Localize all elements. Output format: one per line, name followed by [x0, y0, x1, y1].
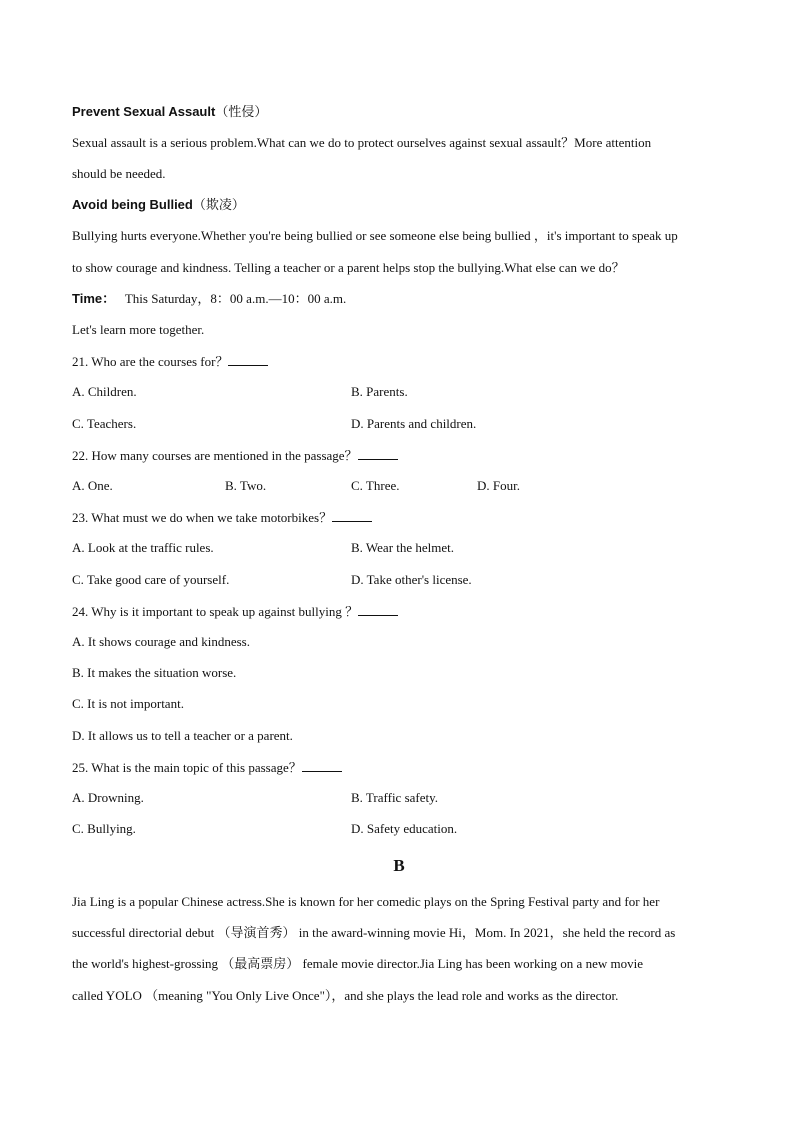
- time-value: This Saturday，8：00 a.m.—10：00 a.m.: [124, 291, 347, 306]
- part-b-line: Jia Ling is a popular Chinese actress.She is known for her comedic plays on the Spring Festival party and for her: [72, 894, 660, 909]
- section-title-cn: （欺凌）: [192, 197, 245, 212]
- option-21-c[interactable]: C. Teachers.: [72, 416, 137, 431]
- part-b-heading: B: [393, 856, 405, 875]
- option-25-a[interactable]: A. Drowning.: [72, 790, 144, 805]
- option-25-b[interactable]: B. Traffic safety.: [351, 790, 439, 805]
- question-21: [72, 353, 268, 370]
- answer-blank[interactable]: [228, 353, 268, 366]
- time-label: Time：: [72, 291, 116, 306]
- option-22-a[interactable]: A. One.: [72, 478, 113, 493]
- question-25: [72, 759, 342, 776]
- option-21-a[interactable]: A. Children.: [72, 384, 137, 399]
- option-24-b[interactable]: B. It makes the situation worse.: [72, 665, 237, 680]
- part-b-line: the world's highest-grossing （最高票房） female movie director.Jia Ling has been working on a new movie: [72, 956, 643, 971]
- option-23-a[interactable]: A. Look at the traffic rules.: [72, 540, 214, 555]
- question-stem: 23. What must we do when we take motorbikes？: [72, 510, 333, 525]
- question-22: [72, 447, 398, 464]
- option-21-d[interactable]: D. Parents and children.: [351, 416, 477, 431]
- paragraph-line: to show courage and kindness. Telling a teacher or a parent helps stop the bullying.What else can we do？: [72, 260, 625, 275]
- section-title: Prevent Sexual Assault: [72, 104, 216, 119]
- option-22-b[interactable]: B. Two.: [225, 478, 267, 493]
- paragraph-line: should be needed.: [72, 166, 166, 181]
- part-b-line: called YOLO （meaning "You Only Live Once"），and she plays the lead role and works as the director.: [72, 988, 619, 1003]
- option-25-d[interactable]: D. Safety education.: [351, 821, 458, 836]
- answer-blank[interactable]: [302, 759, 342, 772]
- option-23-c[interactable]: C. Take good care of yourself.: [72, 572, 230, 587]
- closing-line: Let's learn more together.: [72, 322, 205, 337]
- time-line: [72, 291, 346, 307]
- option-24-c[interactable]: C. It is not important.: [72, 696, 184, 711]
- option-23-d[interactable]: D. Take other's license.: [351, 572, 472, 587]
- section-title-sexual-assault: [72, 104, 267, 120]
- question-24: [72, 603, 398, 620]
- section-title-cn: （性侵）: [215, 104, 268, 119]
- question-stem: 21. Who are the courses for？: [72, 354, 229, 369]
- option-23-b[interactable]: B. Wear the helmet.: [351, 540, 455, 555]
- answer-blank[interactable]: [358, 603, 398, 616]
- option-22-d[interactable]: D. Four.: [477, 478, 520, 493]
- question-23: [72, 509, 372, 526]
- option-24-a[interactable]: A. It shows courage and kindness.: [72, 634, 250, 649]
- paragraph-line: Sexual assault is a serious problem.What can we do to protect ourselves against sexual assault？More attention: [72, 135, 652, 150]
- question-stem: 24. Why is it important to speak up against bullying ？: [72, 604, 359, 619]
- section-title-bullied: [72, 197, 245, 213]
- option-21-b[interactable]: B. Parents.: [351, 384, 408, 399]
- option-22-c[interactable]: C. Three.: [351, 478, 400, 493]
- question-stem: 22. How many courses are mentioned in the passage？: [72, 448, 358, 463]
- paragraph-line: Bullying hurts everyone.Whether you're being bullied or see someone else being bullied ，it's important to speak up: [72, 228, 678, 243]
- part-b-line: successful directorial debut （导演首秀） in the award-winning movie Hi，Mom. In 2021，she held the record as: [72, 925, 676, 940]
- answer-blank[interactable]: [332, 509, 372, 522]
- question-stem: 25. What is the main topic of this passage？: [72, 760, 302, 775]
- option-25-c[interactable]: C. Bullying.: [72, 821, 136, 836]
- section-title: Avoid being Bullied: [72, 197, 193, 212]
- option-24-d[interactable]: D. It allows us to tell a teacher or a parent.: [72, 728, 293, 743]
- document-page: [72, 0, 726, 1123]
- answer-blank[interactable]: [358, 447, 398, 460]
